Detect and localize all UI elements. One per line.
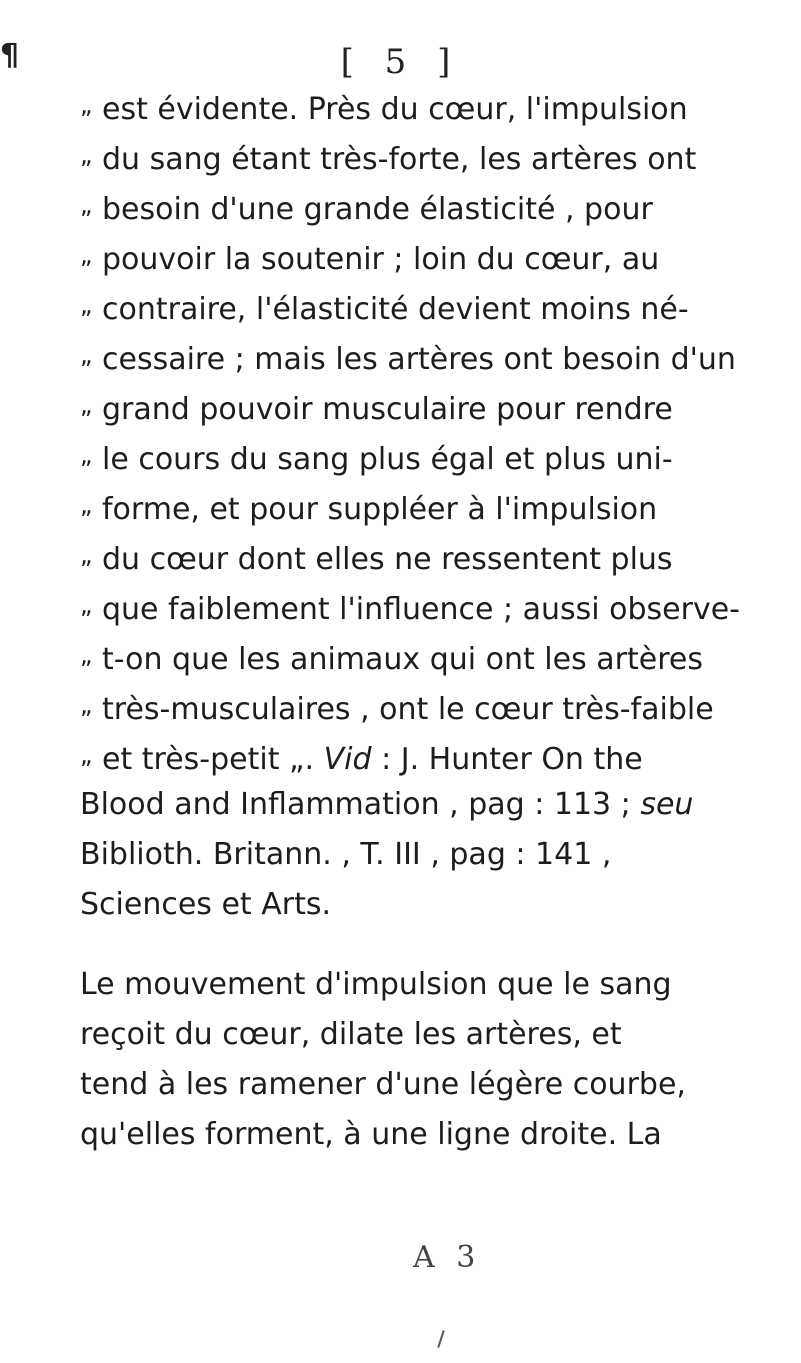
text-line: „ pouvoir la soutenir ; loin du cœur, au: [80, 241, 660, 277]
ink-mark: [437, 1330, 444, 1348]
corner-mark: ¶: [0, 38, 20, 73]
signature-mark: A 3: [413, 1240, 482, 1275]
text-line: „ cessaire ; mais les artères ont besoin d'un: [80, 341, 736, 377]
text-line: Sciences et Arts.: [80, 887, 332, 922]
text-line: „ du cœur dont elles ne ressentent plus: [80, 541, 673, 577]
text-line: Le mouvement d'impulsion que le sang: [80, 967, 672, 1002]
text-line: tend à les ramener d'une légère courbe,: [80, 1067, 686, 1102]
text-line: „ grand pouvoir musculaire pour rendre: [80, 391, 673, 427]
text-line: „ du sang étant très-forte, les artères ont: [80, 141, 697, 177]
text-line: „ contraire, l'élasticité devient moins né-: [80, 291, 689, 327]
text-line: „ besoin d'une grande élasticité , pour: [80, 191, 653, 227]
text-line: Blood and Inflammation , pag : 113 ; seu: [80, 787, 694, 822]
text-line: „ t-on que les animaux qui ont les artères: [80, 641, 703, 677]
page-number-header: [ 5 ]: [340, 42, 461, 82]
text-line: reçoit du cœur, dilate les artères, et: [80, 1017, 622, 1052]
text-line: qu'elles forment, à une ligne droite. La: [80, 1117, 662, 1152]
text-line: „ que faiblement l'influence ; aussi observe-: [80, 591, 740, 627]
text-line: „ le cours du sang plus égal et plus uni-: [80, 441, 673, 477]
text-line: „ très-musculaires , ont le cœur très-faible: [80, 691, 714, 727]
text-line: „ et très-petit „. Vid : J. Hunter On the: [80, 741, 643, 777]
text-line: Biblioth. Britann. , T. III , pag : 141 ,: [80, 837, 612, 872]
text-line: „ forme, et pour suppléer à l'impulsion: [80, 491, 658, 527]
text-line: „ est évidente. Près du cœur, l'impulsion: [80, 91, 688, 127]
